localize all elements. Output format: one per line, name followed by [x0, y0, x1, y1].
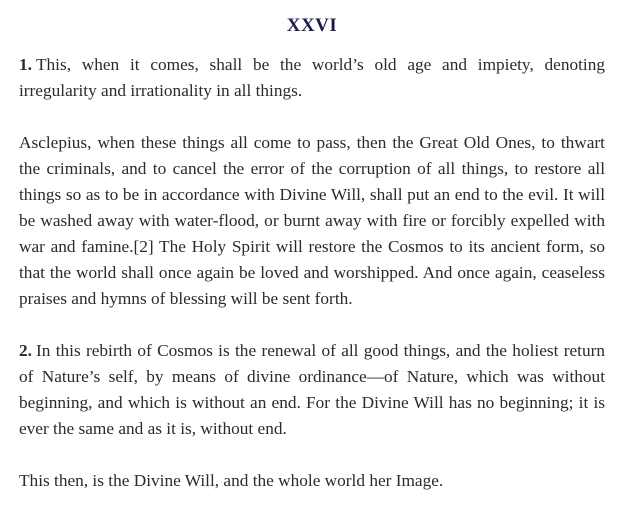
- paragraph-number: 2.: [19, 341, 32, 360]
- paragraph-number: 1.: [19, 55, 32, 74]
- paragraph-text: Asclepius, when these things all come to pass, then the Great Old Ones, to thwart the criminals, and to cancel the error of the corruption of all things, to restore all things so as to be in accordance with Divine Will, shall put an end to the evil. It will be washed away with water-flood, or burnt away with fire or forcibly expelled with war and famine.[2] The Holy Spirit will restore the Cosmos to its ancient form, so that the world shall once again be loved and worshipped. And once again, ceaseless praises and hymns of blessing will be sent forth.: [19, 133, 605, 308]
- paragraph-text: This, when it comes, shall be the world’s old age and impiety, denoting irregularity and irrationality in all things.: [19, 55, 605, 100]
- paragraph-4: [19, 468, 605, 494]
- paragraph-text: This then, is the Divine Will, and the whole world her Image.: [19, 471, 444, 490]
- paragraph-3: [19, 338, 605, 442]
- chapter-title: XXVI: [286, 15, 338, 36]
- paragraph-1: [19, 52, 605, 104]
- document-body: [19, 52, 605, 494]
- paragraph-2: [19, 130, 605, 312]
- paragraph-text: In this rebirth of Cosmos is the renewal of all good things, and the holiest return of Nature’s self, by means of divine ordinance—of Nature, which was without beginning, and which is without an end. For the Divine Will has no beginning; it is ever the same and as it is, without end.: [19, 341, 605, 438]
